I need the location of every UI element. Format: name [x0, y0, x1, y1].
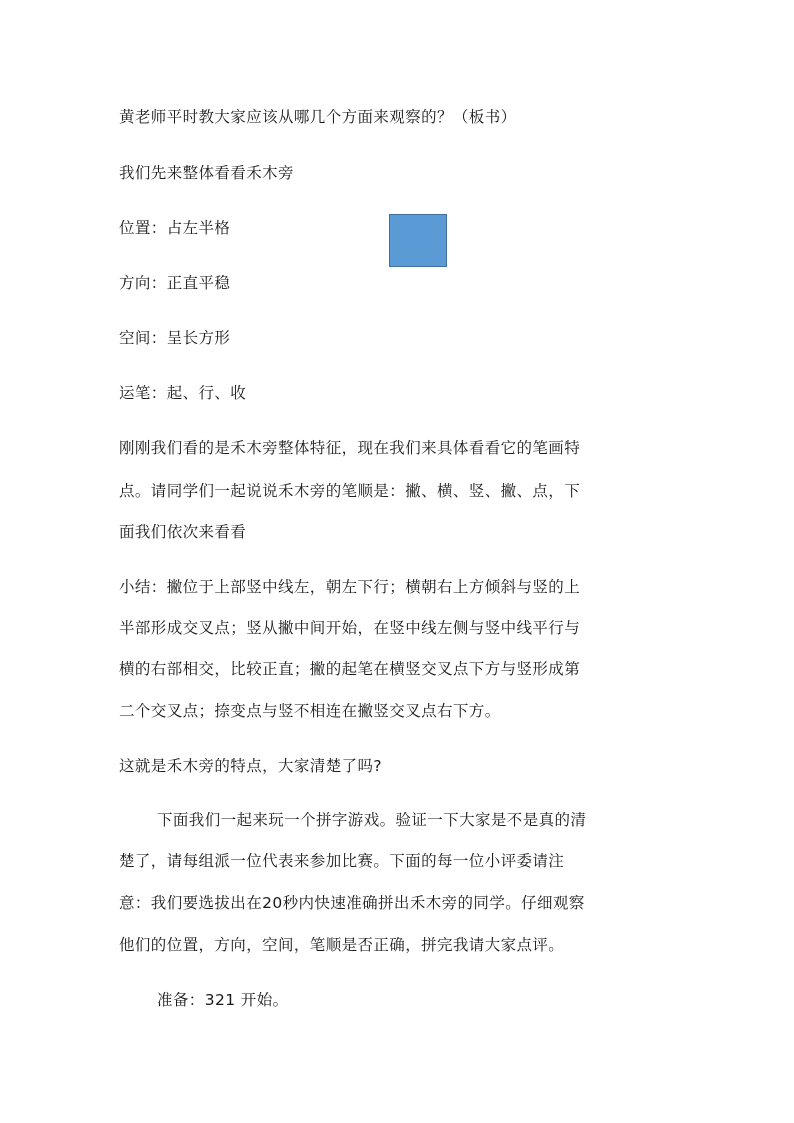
blue-rectangle-shape [389, 214, 447, 267]
paragraph-1-line-3: 面我们依次来看看 [119, 523, 247, 541]
feature-question-line: 这就是禾木旁的特点，大家清楚了吗? [119, 757, 383, 775]
summary-line-3: 横的右部相交，比较正直；撇的起笔在横竖交叉点下方与竖形成第 [119, 660, 581, 678]
summary-line-4: 二个交叉点；捺变点与竖不相连在撇竖交叉点右下方。 [119, 702, 501, 720]
direction-line: 方向：正直平稳 [119, 274, 231, 292]
ready-start-line: 准备：321 开始。 [157, 991, 289, 1009]
summary-line-1: 小结：撇位于上部竖中线左，朝左下行；横朝右上方倾斜与竖的上 [119, 578, 581, 596]
game-paragraph-line-1: 下面我们一起来玩一个拼字游戏。验证一下大家是不是真的清 [157, 811, 587, 829]
space-line: 空间：呈长方形 [119, 329, 231, 347]
paragraph-1-line-2: 点。请同学们一起说说禾木旁的笔顺是：撇、横、竖、撇、点，下 [119, 482, 581, 500]
question-line: 黄老师平时教大家应该从哪几个方面来观察的？（板书） [119, 108, 517, 126]
game-paragraph-line-4: 他们的位置，方向，空间，笔顺是否正确，拼完我请大家点评。 [119, 936, 565, 954]
game-paragraph-line-3: 意：我们要选拔出在20秒内快速准确拼出禾木旁的同学。仔细观察 [119, 894, 585, 912]
paragraph-1-line-1: 刚刚我们看的是禾木旁整体特征，现在我们来具体看看它的笔画特 [119, 439, 581, 457]
stroke-motion-line: 运笔：起、行、收 [119, 384, 247, 402]
summary-line-2: 半部形成交叉点；竖从撇中间开始，在竖中线左侧与竖中线平行与 [119, 619, 581, 637]
game-paragraph-line-2: 楚了，请每组派一位代表来参加比赛。下面的每一位小评委请注 [119, 852, 565, 870]
intro-line: 我们先来整体看看禾木旁 [119, 164, 294, 182]
position-line: 位置：占左半格 [119, 219, 231, 237]
